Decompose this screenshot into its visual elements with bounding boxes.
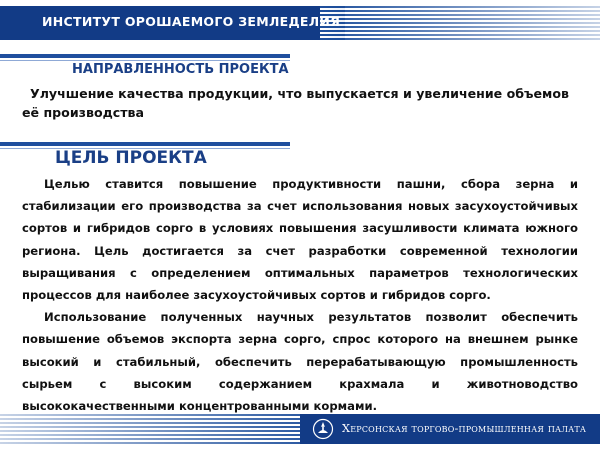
header-band: [0, 6, 600, 40]
direction-divider: [0, 54, 290, 58]
direction-heading: НАПРАВЛЕННОСТЬ ПРОЕКТА: [72, 62, 289, 77]
footer-stripes: [0, 414, 330, 444]
institute-title: ИНСТИТУТ ОРОШАЕМОГО ЗЕМЛЕДЕЛИЯ: [42, 14, 341, 29]
goal-divider: [0, 142, 290, 146]
direction-line-2: её производства: [22, 105, 145, 120]
chamber-emblem-icon: [312, 418, 334, 440]
header-stripes: [320, 6, 600, 40]
direction-line-1: Улучшение качества продукции, что выпускается и увеличение объемов: [30, 86, 569, 101]
goal-paragraph-2: Использование полученных научных результатов позволит обеспечить повышение объемов экспорта зерна сорго, спрос которого на внешнем рынке высокий и стабильный, обеспечить перерабатывающую промышленность сырьем с высоким содержанием крахмала и животноводство высококачественными концентрованными кормами.: [22, 310, 578, 414]
footer-band: [0, 414, 600, 444]
direction-divider-thin: [0, 60, 290, 61]
goal-heading: ЦЕЛЬ ПРОЕКТА: [55, 148, 207, 168]
goal-text: [22, 173, 578, 417]
goal-paragraph-1: Целью ставится повышение продуктивности пашни, сбора зерна и стабилизации его производства за счет использования новых засухоустойчивых сортов и гибридов сорго в условиях повышения засушливости климата южного региона. Цель достигается за счет разработки современной технологии выращивания с определением оптимальных параметров технологических процессов для наиболее засухоустойчивых сортов и гибридов сорго.: [22, 177, 578, 303]
direction-text: [22, 84, 582, 122]
chamber-title: Херсонская торгово-промышленная палата: [342, 422, 587, 435]
